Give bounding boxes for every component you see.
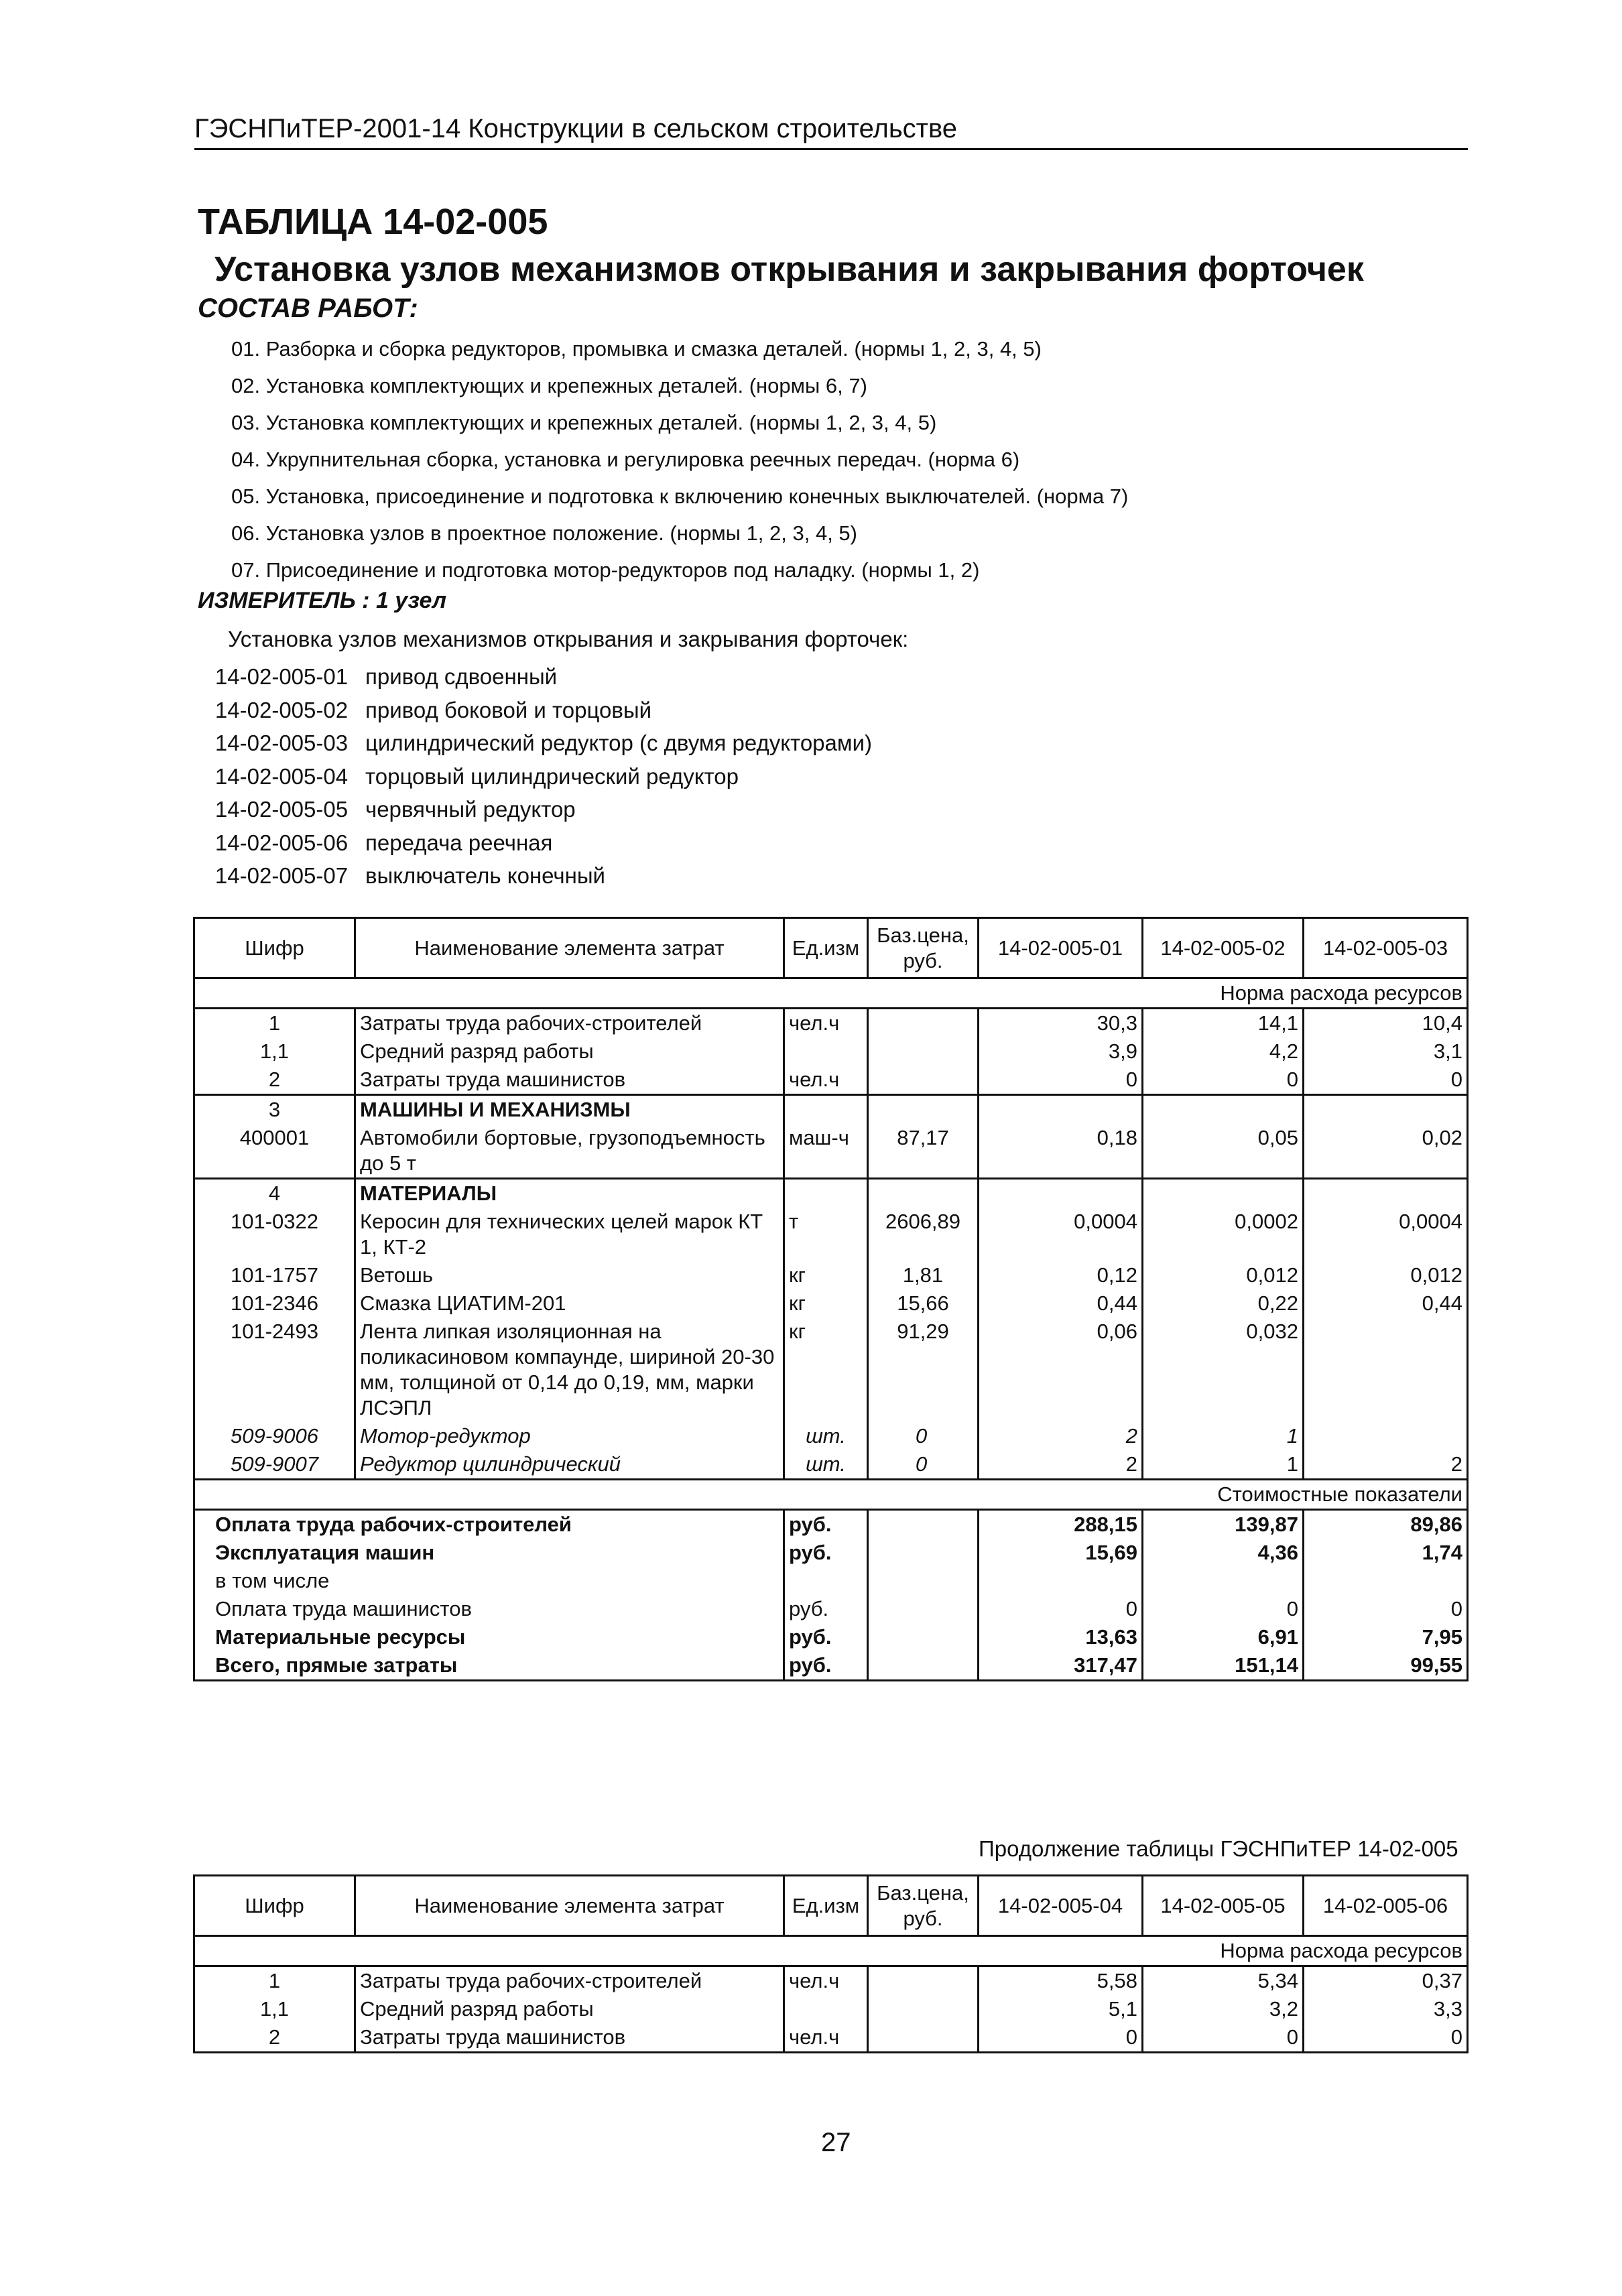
row-price [868,1095,979,1125]
table-row [194,1318,1468,1422]
row-code: 4 [194,1179,355,1208]
row-value: 0,18 [979,1124,1143,1179]
code-item [198,760,872,793]
row-price: 0 [868,1450,979,1480]
col-header-unit: Ед.изм [784,1876,868,1936]
row-value: 2 [979,1450,1143,1480]
row-value: 3,1 [1304,1037,1468,1066]
table-subtitle: Установка узлов механизмов открывания и закрывания форточек [214,250,1364,289]
norm-section-row [194,1936,1468,1966]
row-value [1304,1179,1468,1208]
row-value: 1 [1143,1450,1304,1480]
cost-row [194,1623,1468,1651]
resource-table-2 [193,1874,1469,2053]
cost-name: в том числе [194,1567,784,1595]
row-value: 3,3 [1304,1995,1468,2023]
table-row [194,1208,1468,1261]
row-unit: чел.ч [784,2023,868,2053]
row-value: 3,9 [979,1037,1143,1066]
row-price [868,1066,979,1095]
cost-name: Оплата труда машинистов [194,1595,784,1623]
cost-value: 89,86 [1304,1510,1468,1539]
row-code: 400001 [194,1124,355,1179]
running-header: ГЭСНПиТЕР-2001-14 Конструкции в сельском строительстве [194,114,1468,150]
row-value: 0 [1304,1066,1468,1095]
code-name: привод боковой и торцовый [365,697,652,722]
row-unit: шт. [784,1450,868,1480]
cost-name: Оплата труда рабочих-строителей [194,1510,784,1539]
row-value: 0,05 [1143,1124,1304,1179]
row-name: Мотор-редуктор [355,1422,784,1450]
row-value: 0 [1304,2023,1468,2053]
row-price: 91,29 [868,1318,979,1422]
col-header-code: 14-02-005-05 [1143,1876,1304,1936]
table-row [194,1289,1468,1318]
row-code: 1,1 [194,1037,355,1066]
code-item [198,793,872,826]
resource-table-1 [193,917,1469,1681]
work-item: 03. Установка комплектующих и крепежных деталей. (нормы 1, 2, 3, 4, 5) [231,411,937,434]
row-name: Редуктор цилиндрический [355,1450,784,1480]
row-value: 4,2 [1143,1037,1304,1066]
code: 14-02-005-04 [214,763,349,789]
cost-row [194,1595,1468,1623]
row-value: 0,012 [1143,1261,1304,1289]
cost-price [868,1623,979,1651]
row-code: 101-2493 [194,1318,355,1422]
row-code: 1 [194,1009,355,1038]
row-name: Керосин для технических целей марок КТ 1, КТ-2 [355,1208,784,1261]
code-name: червячный редуктор [365,797,576,822]
cost-value: 317,47 [979,1651,1143,1681]
row-price: 0 [868,1422,979,1450]
cost-section-row [194,1480,1468,1510]
table-row [194,1966,1468,1996]
row-name: Средний разряд работы [355,1037,784,1066]
row-value [1143,1095,1304,1125]
row-value [1143,1179,1304,1208]
work-item: 01. Разборка и сборка редукторов, промывка и смазка деталей. (нормы 1, 2, 3, 4, 5) [231,337,1042,361]
row-unit: чел.ч [784,1066,868,1095]
continuation-caption: Продолжение таблицы ГЭСНПиТЕР 14-02-005 [979,1836,1458,1861]
cost-name: Эксплуатация машин [194,1539,784,1567]
row-value: 0,06 [979,1318,1143,1422]
row-value: 1 [1143,1422,1304,1450]
cost-unit: руб. [784,1510,868,1539]
code: 14-02-005-06 [214,830,349,855]
code-list [198,660,872,893]
table-row [194,1450,1468,1480]
code: 14-02-005-07 [214,863,349,888]
cost-value: 0 [1143,1595,1304,1623]
code-item [198,726,872,760]
row-unit [784,1095,868,1125]
row-value: 0 [1143,1066,1304,1095]
row-price [868,1179,979,1208]
row-value: 14,1 [1143,1009,1304,1038]
code-name: выключатель конечный [365,863,605,888]
table-row [194,1037,1468,1066]
row-price [868,1009,979,1038]
cost-price [868,1651,979,1681]
row-name: Смазка ЦИАТИМ-201 [355,1289,784,1318]
table-title: ТАБЛИЦА 14-02-005 [198,202,548,242]
cost-unit [784,1567,868,1595]
cost-price [868,1510,979,1539]
cost-value [979,1567,1143,1595]
row-price [868,1966,979,1996]
cost-value: 4,36 [1143,1539,1304,1567]
row-name: Затраты труда машинистов [355,2023,784,2053]
section-heading: МАШИНЫ И МЕХАНИЗМЫ [355,1095,784,1125]
row-value: 30,3 [979,1009,1143,1038]
col-header-code: 14-02-005-06 [1304,1876,1468,1936]
row-name: Средний разряд работы [355,1995,784,2023]
row-unit: кг [784,1318,868,1422]
row-value: 0,37 [1304,1966,1468,1996]
code-name: цилиндрический редуктор (с двумя редукторами) [365,730,873,755]
row-unit [784,1037,868,1066]
code: 14-02-005-01 [214,664,349,689]
row-value: 10,4 [1304,1009,1468,1038]
code-name: передача реечная [365,830,553,855]
row-value [979,1179,1143,1208]
cost-unit: руб. [784,1651,868,1681]
code-name: торцовый цилиндрический редуктор [365,763,739,789]
cost-value: 151,14 [1143,1651,1304,1681]
code-item [198,694,872,727]
code-item [198,660,872,694]
norm-section-label: Норма расхода ресурсов [194,978,1468,1009]
table-row [194,1422,1468,1450]
row-unit: т [784,1208,868,1261]
row-value: 0,0002 [1143,1208,1304,1261]
row-name: Автомобили бортовые, грузоподъемность до 5 т [355,1124,784,1179]
row-value: 2 [979,1422,1143,1450]
table-row [194,1066,1468,1095]
row-value: 0,012 [1304,1261,1468,1289]
row-code: 509-9007 [194,1450,355,1480]
row-value: 5,1 [979,1995,1143,2023]
cost-unit: руб. [784,1595,868,1623]
cost-value: 6,91 [1143,1623,1304,1651]
col-header-shifr: Шифр [194,1876,355,1936]
row-code: 101-0322 [194,1208,355,1261]
row-value: 5,58 [979,1966,1143,1996]
cost-value: 0 [1304,1595,1468,1623]
cost-unit: руб. [784,1623,868,1651]
measure-unit: ИЗМЕРИТЕЛЬ : 1 узел [198,588,446,613]
cost-price [868,1595,979,1623]
col-header-shifr: Шифр [194,918,355,978]
cost-name: Материальные ресурсы [194,1623,784,1651]
row-name: Лента липкая изоляционная на поликасиновом компаунде, шириной 20-30 мм, толщиной от 0,14 до 0,19, мм, марки ЛСЭПЛ [355,1318,784,1422]
col-header-code: 14-02-005-04 [979,1876,1143,1936]
work-composition-label: СОСТАВ РАБОТ: [198,294,418,323]
work-list [231,330,1128,588]
page-number: 27 [821,2128,851,2157]
table-header-row [194,918,1468,978]
row-value [1304,1318,1468,1422]
col-header-code: 14-02-005-01 [979,918,1143,978]
section-heading-row [194,1095,1468,1125]
col-header-price: Баз.цена, руб. [868,918,979,978]
row-code: 2 [194,1066,355,1095]
row-code: 1,1 [194,1995,355,2023]
row-unit: шт. [784,1422,868,1450]
cost-value: 288,15 [979,1510,1143,1539]
row-value [979,1095,1143,1125]
cost-value [1304,1567,1468,1595]
col-header-name: Наименование элемента затрат [355,1876,784,1936]
code-name: привод сдвоенный [365,664,558,689]
row-value [1304,1422,1468,1450]
col-header-name: Наименование элемента затрат [355,918,784,978]
row-code: 101-2346 [194,1289,355,1318]
table-header-row [194,1876,1468,1936]
cost-value: 15,69 [979,1539,1143,1567]
cost-row [194,1567,1468,1595]
row-value: 0,0004 [1304,1208,1468,1261]
row-price [868,1995,979,2023]
cost-price [868,1567,979,1595]
row-price: 1,81 [868,1261,979,1289]
row-price: 87,17 [868,1124,979,1179]
row-value: 0,44 [979,1289,1143,1318]
row-name: Затраты труда машинистов [355,1066,784,1095]
row-value: 3,2 [1143,1995,1304,2023]
row-value: 0,02 [1304,1124,1468,1179]
cost-value: 0 [979,1595,1143,1623]
row-value: 0 [979,1066,1143,1095]
cost-price [868,1539,979,1567]
cost-row [194,1651,1468,1681]
row-unit [784,1995,868,2023]
cost-section-label: Стоимостные показатели [194,1480,1468,1510]
norm-section-label: Норма расхода ресурсов [194,1936,1468,1966]
row-price: 15,66 [868,1289,979,1318]
code: 14-02-005-03 [214,730,349,755]
row-price [868,1037,979,1066]
work-item: 05. Установка, присоединение и подготовка к включению конечных выключателей. (норма 7) [231,485,1129,508]
cost-row [194,1510,1468,1539]
col-header-price: Баз.цена, руб. [868,1876,979,1936]
row-value [1304,1095,1468,1125]
row-unit: кг [784,1261,868,1289]
codes-intro: Установка узлов механизмов открывания и закрывания форточек: [228,627,909,651]
cost-value: 99,55 [1304,1651,1468,1681]
row-name: Затраты труда рабочих-строителей [355,1009,784,1038]
section-heading-row [194,1179,1468,1208]
row-price: 2606,89 [868,1208,979,1261]
row-unit: чел.ч [784,1966,868,1996]
cost-value: 139,87 [1143,1510,1304,1539]
row-price [868,2023,979,2053]
col-header-unit: Ед.изм [784,918,868,978]
row-value: 0 [1143,2023,1304,2053]
code: 14-02-005-05 [214,797,349,822]
table-row [194,1261,1468,1289]
code-item [198,826,872,860]
cost-value: 13,63 [979,1623,1143,1651]
work-item: 07. Присоединение и подготовка мотор-редукторов под наладку. (нормы 1, 2) [231,558,980,582]
row-value: 0,0004 [979,1208,1143,1261]
row-unit [784,1179,868,1208]
row-code: 1 [194,1966,355,1996]
row-code: 2 [194,2023,355,2053]
row-unit: кг [784,1289,868,1318]
work-item: 06. Установка узлов в проектное положение. (нормы 1, 2, 3, 4, 5) [231,521,857,545]
row-value: 0 [979,2023,1143,2053]
cost-value: 1,74 [1304,1539,1468,1567]
table-row [194,1009,1468,1038]
row-name: Затраты труда рабочих-строителей [355,1966,784,1996]
cost-value: 7,95 [1304,1623,1468,1651]
table-row [194,2023,1468,2053]
code-item [198,859,872,893]
row-code: 101-1757 [194,1261,355,1289]
col-header-code: 14-02-005-02 [1143,918,1304,978]
col-header-code: 14-02-005-03 [1304,918,1468,978]
row-unit: маш-ч [784,1124,868,1179]
cost-row [194,1539,1468,1567]
table-row [194,1124,1468,1179]
work-item: 02. Установка комплектующих и крепежных деталей. (нормы 6, 7) [231,374,867,397]
code: 14-02-005-02 [214,697,349,722]
section-heading: МАТЕРИАЛЫ [355,1179,784,1208]
row-code: 509-9006 [194,1422,355,1450]
row-code: 3 [194,1095,355,1125]
row-name: Ветошь [355,1261,784,1289]
row-value: 2 [1304,1450,1468,1480]
work-item: 04. Укрупнительная сборка, установка и регулировка реечных передач. (норма 6) [231,448,1020,471]
row-unit: чел.ч [784,1009,868,1038]
row-value: 5,34 [1143,1966,1304,1996]
row-value: 0,032 [1143,1318,1304,1422]
cost-name: Всего, прямые затраты [194,1651,784,1681]
table-row [194,1995,1468,2023]
cost-value [1143,1567,1304,1595]
row-value: 0,12 [979,1261,1143,1289]
row-value: 0,22 [1143,1289,1304,1318]
cost-unit: руб. [784,1539,868,1567]
norm-section-row [194,978,1468,1009]
row-value: 0,44 [1304,1289,1468,1318]
